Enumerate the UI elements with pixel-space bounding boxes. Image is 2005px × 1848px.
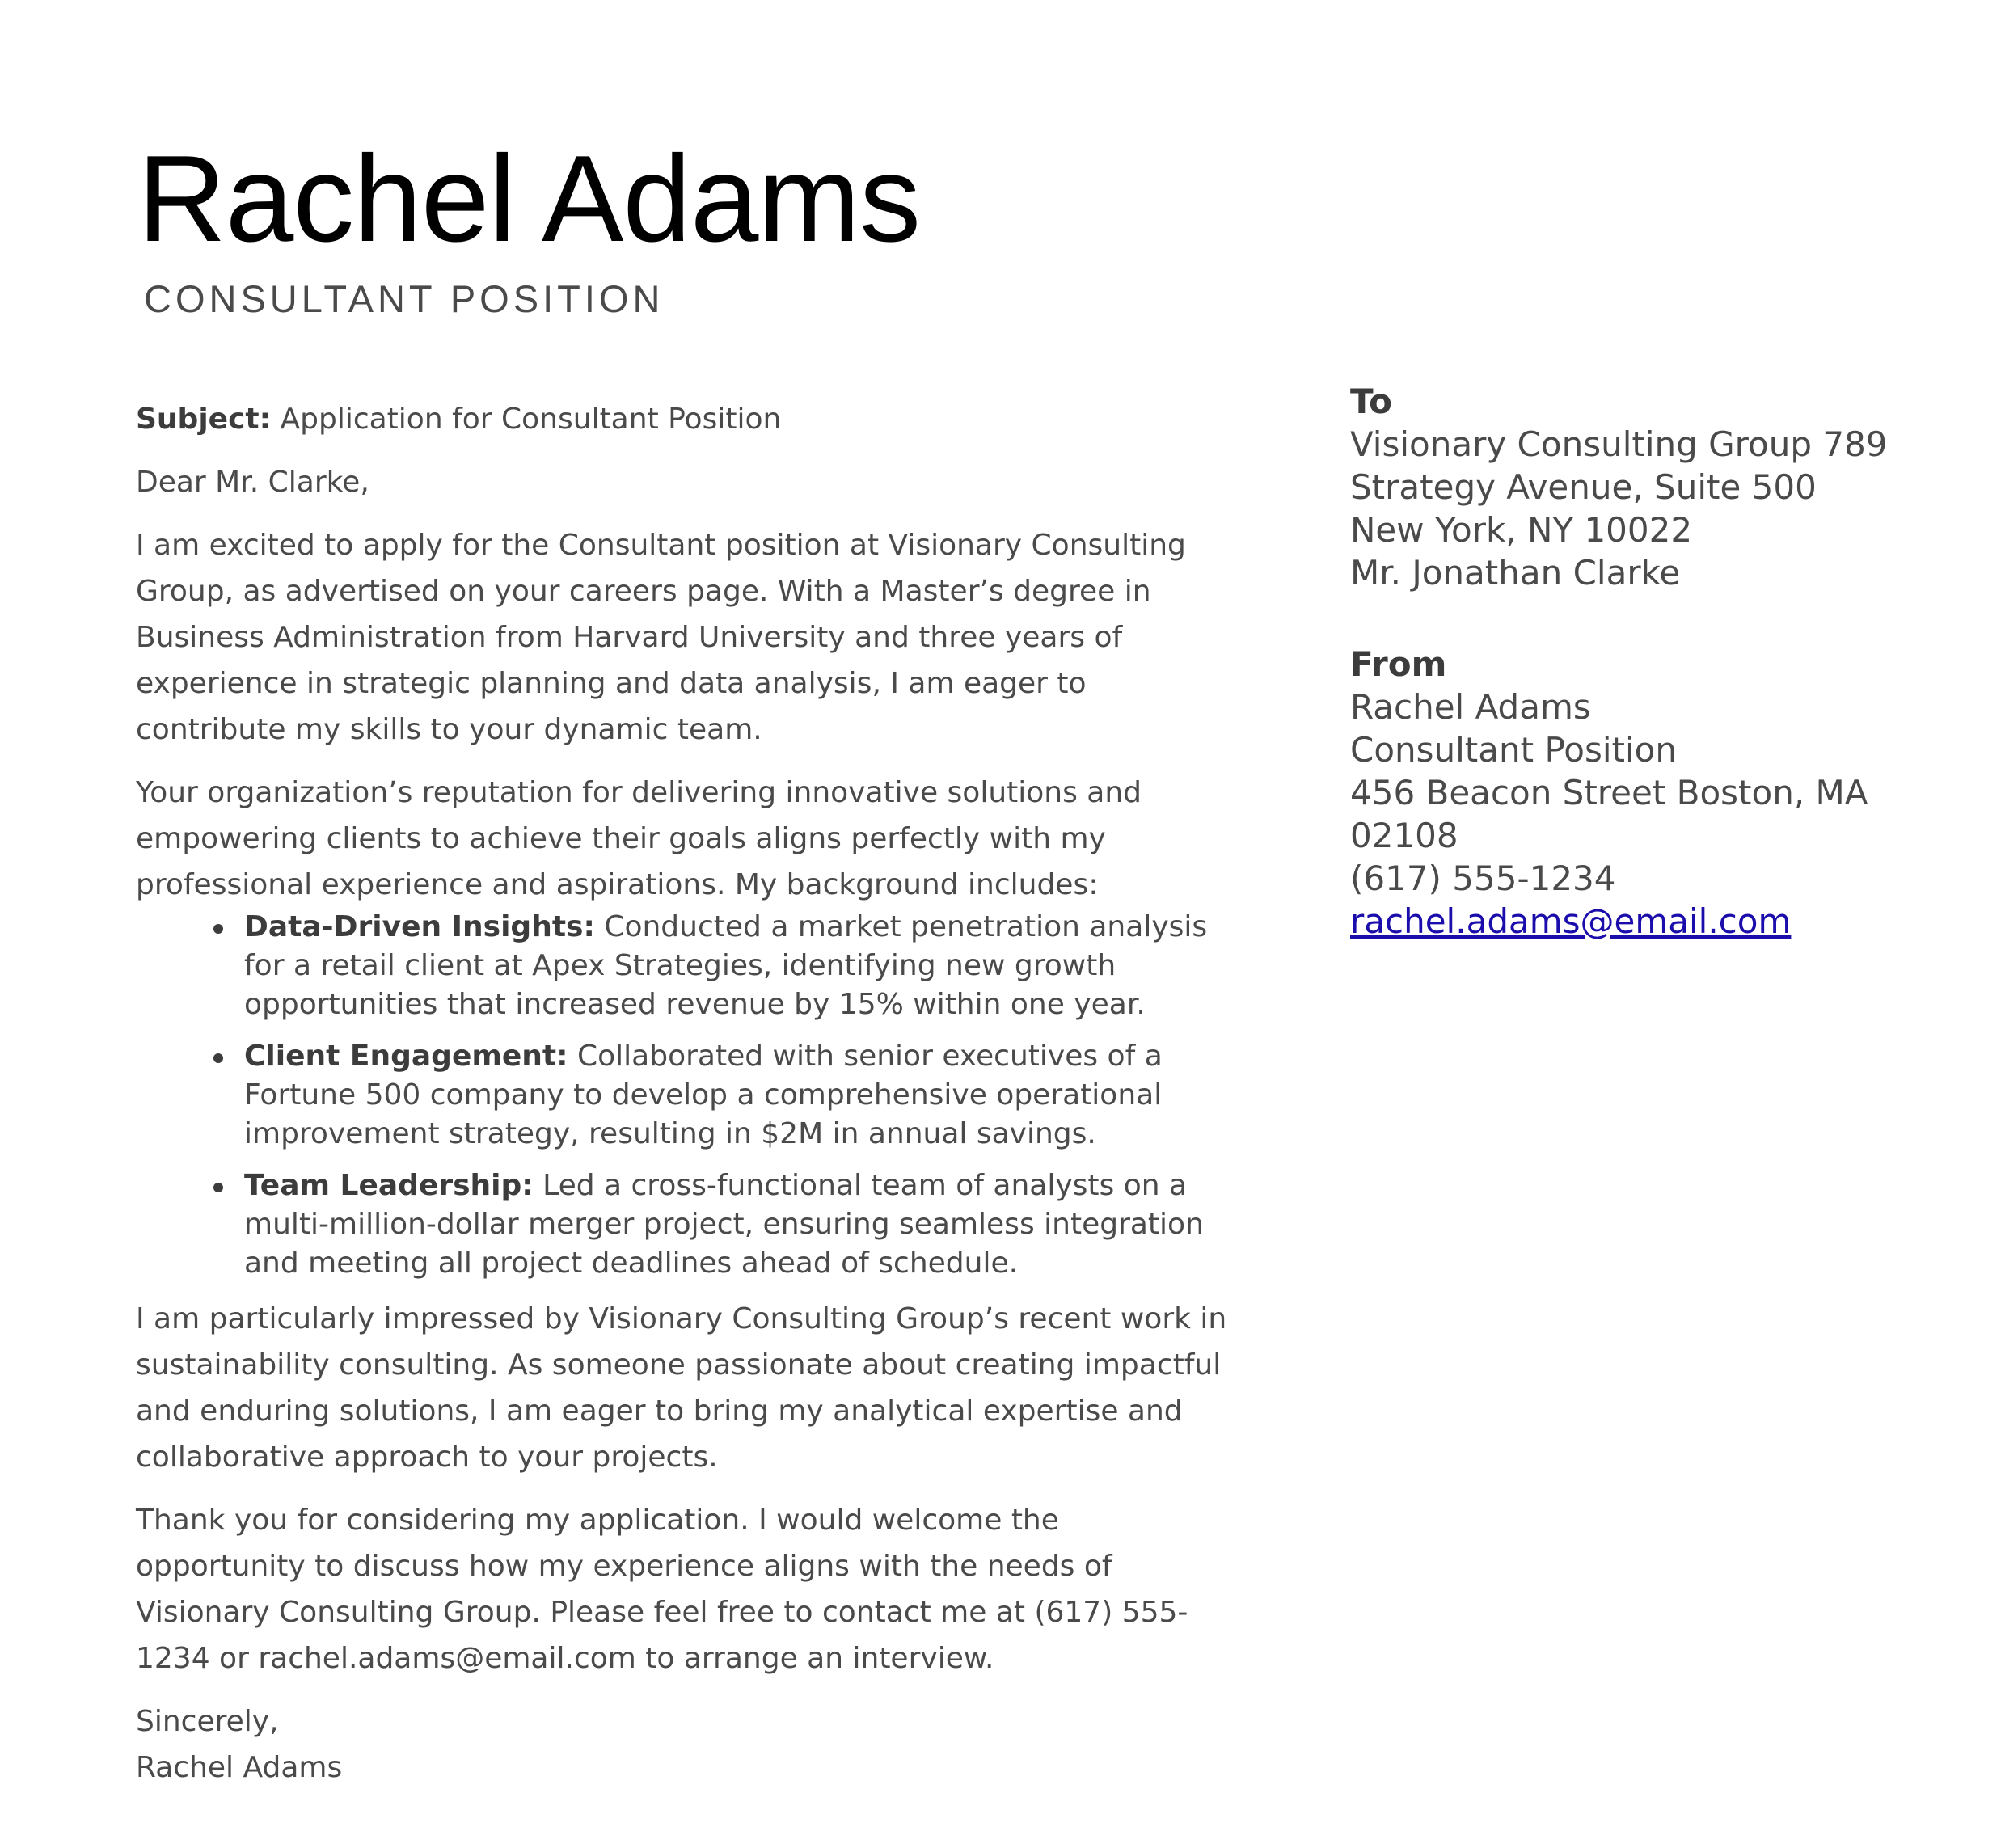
sender-name: Rachel Adams [1350,687,1591,727]
experience-item-label: Client Engagement: [244,1040,568,1073]
paragraph-closing: Thank you for considering my application. I would welcome the opportunity to discuss how my experience aligns with the needs of Visionary Consulting Group. Please feel free to contact me at (617) 555-1234 or rachel.adams@email.com to arrange an interview. [136,1504,1188,1675]
sender-address: 456 Beacon Street Boston, MA 02108 [1350,773,1868,855]
letterhead [137,130,921,321]
recipient-block [1350,380,1900,594]
recipient-address: Visionary Consulting Group 789 Strategy Avenue, Suite 500 New York, NY 10022 [1350,424,1888,550]
bullet-icon [213,1053,223,1063]
paragraph-intro: I am excited to apply for the Consultant position at Visionary Consulting Group, as advertised on your careers page. With a Master’s degree in Business Administration from Harvard University and three years of experience in strategic planning and data analysis, I am eager to contribute my skills to your dynamic team. [136,529,1186,746]
experience-item-text: Conducted a market penetration analysis for a retail client at Apex Strategies, identifying new growth opportunities that increased revenue by 15% within one year. [244,910,1208,1021]
position-subtitle: CONSULTANT POSITION [144,277,665,320]
bullet-icon [213,1183,223,1192]
experience-item [244,1037,1227,1154]
experience-item [244,908,1227,1024]
subject-line [136,396,1227,442]
subject-label: Subject: [136,403,272,436]
sender-label: From [1350,644,1447,684]
subject-text: Application for Consultant Position [280,403,782,436]
recipient-label: To [1350,382,1392,421]
sender-block [1350,643,1900,943]
experience-item-label: Data-Driven Insights: [244,910,595,943]
closing: Sincerely, [136,1705,279,1738]
recipient-contact: Mr. Jonathan Clarke [1350,553,1681,593]
sender-position: Consultant Position [1350,730,1677,770]
bullet-icon [213,924,223,934]
sender-email-link[interactable]: rachel.adams@email.com [1350,901,1792,941]
greeting: Dear Mr. Clarke, [136,466,369,499]
experience-item [244,1167,1227,1283]
address-sidebar [1350,380,1900,991]
paragraph-interest: I am particularly impressed by Visionary Consulting Group’s recent work in sustainability consulting. As someone passionate about creating impactful and enduring solutions, I am eager to bring my analytical expertise and collaborative approach to your projects. [136,1302,1227,1474]
experience-item-label: Team Leadership: [244,1169,534,1202]
letter-body [136,396,1227,1791]
experience-item-text: Led a cross-functional team of analysts on a multi-million-dollar merger project, ensuring seamless integration and meeting all project deadlines ahead of schedule. [244,1169,1204,1280]
applicant-name: Rachel Adams [137,130,921,268]
experience-item-text: Collaborated with senior executives of a Fortune 500 company to develop a comprehensive operational improvement strategy, resulting in $2M in annual savings. [244,1040,1163,1150]
sender-phone: (617) 555-1234 [1350,859,1616,898]
signature: Rachel Adams [136,1751,343,1784]
paragraph-background: Your organization’s reputation for delivering innovative solutions and empowering clients to achieve their goals aligns perfectly with my professional experience and aspirations. My background includes: [136,776,1142,901]
experience-list [136,908,1227,1283]
